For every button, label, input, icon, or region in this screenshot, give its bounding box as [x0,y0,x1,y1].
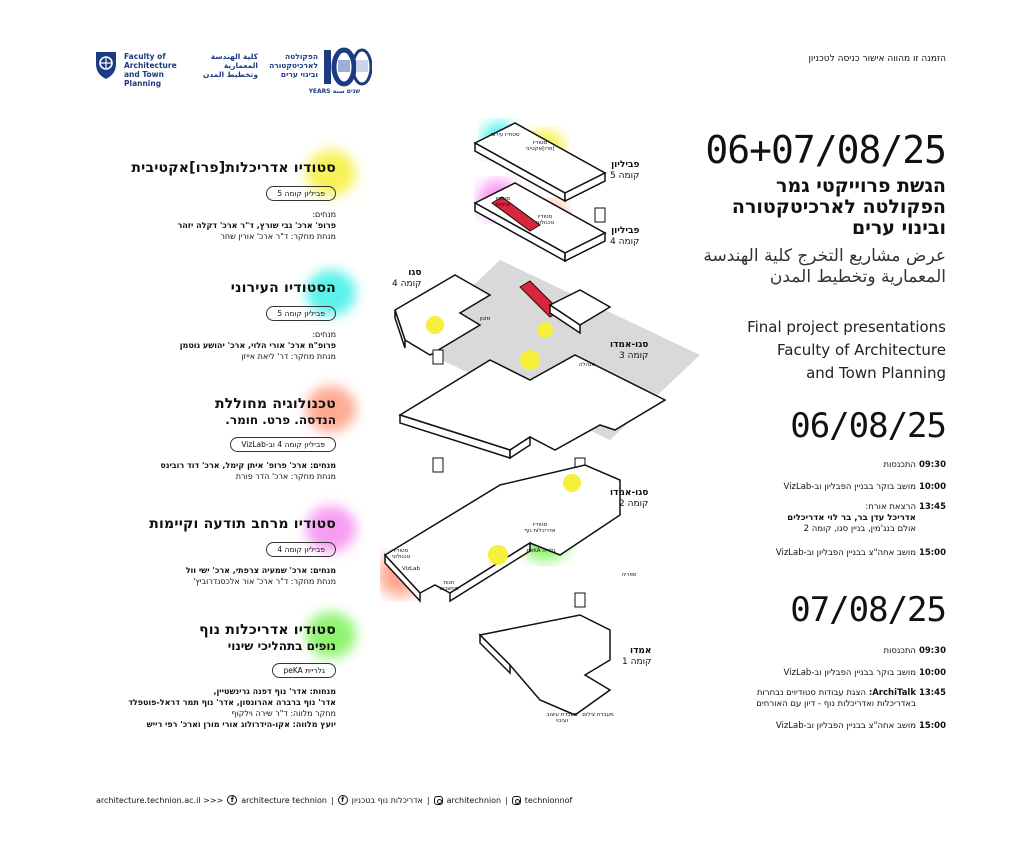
day1-schedule [746,460,946,559]
schedule-desc-location: אולם בנג'מין, בניין סגו, קומה 2 [803,524,916,534]
day2-schedule [746,646,946,732]
studio-subtitle: הנדסה. פרט. חומר. [225,413,336,427]
studio-mentors: אדר' נוף ברברה אהרונסון, אדר' נוף תמר דראל-פוטפלד [128,698,336,707]
studio-technology [76,396,336,482]
faculty-name-en: Faculty of Architecture and Town Planning [124,52,177,88]
floor-building: סגו-אמדו [610,488,649,498]
english-title-line-3: and Town Planning [806,364,946,382]
room-photo-lab: מעבדת צילום [582,712,614,718]
room-administration: מנהלה [578,362,596,368]
floor-number: קומה 2 [618,499,649,509]
instagram-link-2[interactable]: technionnof [524,795,573,805]
schedule-row [746,502,946,548]
studio-landscape [76,622,336,730]
schedule-row [746,688,946,721]
room-design-lab: מעבדת עיצוב ועיבוי [546,712,578,724]
floor-building: אמדו [629,646,652,656]
studio-research: מחקר מלווה: ד"ר שירה וילקוף [231,709,336,718]
studio-location-pill: פביליון קומה 5 [266,306,336,321]
english-title-line-1: Final project presentations [747,318,946,336]
separator: | [330,795,334,805]
entry-notice: הזמנה זו מהווה אישור כניסה לטכניון [808,54,946,64]
studio-title: הסטודיו העירוני [230,280,336,296]
schedule-time: 10:00 [918,668,946,678]
floor-building: פביליון [611,160,640,170]
technion-shield-icon [94,50,118,80]
hebrew-title: הגשת פרוייקטי גמר הפקולטה לארכיטקטורה ובינוי ערים [731,175,946,239]
schedule-time: 10:00 [918,482,946,492]
schedule-time: 15:00 [918,548,946,558]
amdo-floor-1 [480,615,610,715]
schedule-time: 09:30 [918,460,946,470]
separator: | [505,795,508,805]
room-technology-2: סטודיו טכנולוגי [391,548,411,560]
day1-date: 06/08/25 [790,406,946,446]
event-dates-title: 06+07/08/25 [705,128,946,172]
studio-mentors: פרופ' ארכ' גבי שורץ, ד"ר ארכ' דקלה יזהר [177,221,336,230]
floor-number: קומה 4 [392,279,422,289]
label-pavilion-5 [610,160,639,182]
instagram-link-1[interactable]: architechnion [446,795,502,805]
faculty-logo-block [94,44,364,99]
studio-location-pill: פביליון קומה 4 וב-VizLab [230,437,336,452]
hundred-years-logo-icon [322,46,372,90]
floor-building: סגו-אמדו [610,340,649,350]
schedule-desc: מושב אחה"צ בבניין הפבליון וב-VizLab [775,548,916,558]
studio-advisor: יועץ מלווה: אקו-הידרולוג אורי מורן וארכ' רפי רייש [146,720,336,729]
room-computer-store: חנות מחשבים [439,580,459,592]
label-sego-amdo-2 [610,488,648,510]
studio-mentors-label: מנחים: [312,210,336,219]
floor-building: סגו [408,268,422,278]
studio-research: מנחת מחקר: ד"ר ארכ' אור אלכסנדרוביץ' [193,577,336,586]
room-library: ספריה [621,572,637,578]
studio-title: סטודיו אדריכלות נוף [199,622,336,638]
studio-proactive [76,160,336,242]
studio-title: סטודיו מרחב תודעה וקיימות [149,516,336,532]
instagram-icon [434,796,443,805]
architalk-label: ArchiTalk: [868,688,916,698]
studio-mentors: פרופ"ח ארכ' אורי הלוי, ארכ' יהושע גוטמן [179,341,336,350]
room-landscape: סטודיו אדריכלות נוף [524,522,556,534]
schedule-row [746,548,946,559]
day2-date: 07/08/25 [790,590,946,630]
schedule-desc-line: הרצאת אורח: [865,502,916,512]
studio-sustainability [76,516,336,587]
floor-number: קומה 4 [610,237,640,247]
schedule-row [746,668,946,688]
schedule-desc [746,502,916,548]
schedule-desc: התכנסות [883,646,916,656]
campus-floor-map [380,115,710,735]
studio-location-pill: פביליון קומה 4 [266,542,336,557]
studio-mentors-label: מנחים: [312,330,336,339]
studio-research: מנחת מחקר: דר' ליאת אייזן [241,352,336,361]
studio-urban [76,280,336,362]
studio-research: מנחת מחקר: ארכ' הדר פורת [235,472,336,481]
instagram-icon [512,796,521,805]
studio-title: טכנולוגיה מחוללת [215,396,336,412]
room-proactive: סטודיו [פרו]אקטיבי [525,140,555,152]
faculty-name-he: הפקולטה לארכיטקטורה ובינוי ערים [269,52,318,79]
footer [96,795,572,805]
guest-lecturer: אדריכל עדן בר, בר לוי אדריכלים [787,513,916,523]
faculty-name-ar: كلية الهندسة المعمارية وتخطيط المدن [202,52,258,79]
studio-title: סטודיו אדריכלות[פרו]אקטיבית [131,160,336,176]
floor-building: פביליון [611,226,640,236]
room-peka-gallery: גלריה peKA [526,548,556,554]
arabic-title: عرض مشاريع التخرج كلية الهندسة المعمارية وتخطيط المدن [703,246,946,287]
schedule-row [746,721,946,732]
years-label: YEARS שנים سنة [308,88,360,95]
label-amdo-1 [622,646,651,668]
room-vizlab: VizLab [402,566,420,572]
sego-amdo-floor-2 [385,465,620,601]
schedule-desc: מושב בוקר בבניין הפבליון וב-VizLab [783,482,916,492]
room-technology: סטודיו טכנולוגי [535,214,555,226]
room-cafeteria: מזנון [479,316,491,322]
english-title-line-2: Faculty of Architecture [777,341,946,359]
facebook-link-1[interactable]: architecture technion [241,795,327,805]
label-pavilion-4 [610,226,639,248]
room-sustainability: סטודיו קיימות [495,196,511,208]
schedule-row [746,482,946,502]
website-link[interactable]: architecture.technion.ac.il >>> [96,795,224,805]
schedule-desc-line: הצגת עבודות סטודיוים נבחרות באדריכלות ואדריכלות נוף - דיון עם האורחים [756,688,916,709]
schedule-time: 15:00 [918,721,946,731]
schedule-desc: מושב בוקר בבניין הפבליון וב-VizLab [783,668,916,678]
schedule-row [746,646,946,668]
schedule-time: 09:30 [918,646,946,656]
studio-mentors: מנחים: ארכ' פרופ' איתן קימל, ארכ' דוד רובינס [160,461,336,470]
facebook-icon: f [338,795,348,805]
schedule-desc: התכנסות [883,460,916,470]
separator: | [426,795,430,805]
studio-mentors: מנחים: ארכ' שמעיה צרפתי, ארכ' ישי וול [185,566,336,575]
floor-number: קומה 5 [610,171,640,181]
facebook-icon: f [227,795,237,805]
schedule-desc: מושב אחה"צ בבניין הפבליון וב-VizLab [775,721,916,731]
schedule-row [746,460,946,482]
schedule-time: 13:45 [918,688,946,698]
room-urban: סטודיו עירוני [490,132,520,138]
studio-mentors: מנחות: אדר' נוף דפנה גרינשטיין, [213,687,336,696]
studio-subtitle: נופים בתהליכי שינוי [227,639,336,653]
studio-location-pill: פביליון קומה 5 [266,186,336,201]
studio-location-pill: גלריית peKA [272,663,336,678]
schedule-time: 13:45 [918,502,946,512]
facebook-link-2[interactable]: אדריכלות נוף בטכניון [351,795,423,805]
english-title [686,316,946,385]
label-sego-amdo-3 [610,340,648,362]
floor-number: קומה 1 [622,657,652,667]
schedule-desc [746,688,916,721]
studio-research: מנחת מחקר: ד"ר ארכ' אורין שחר [220,232,336,241]
floor-number: קומה 3 [618,351,649,361]
label-sego-4 [392,268,421,290]
